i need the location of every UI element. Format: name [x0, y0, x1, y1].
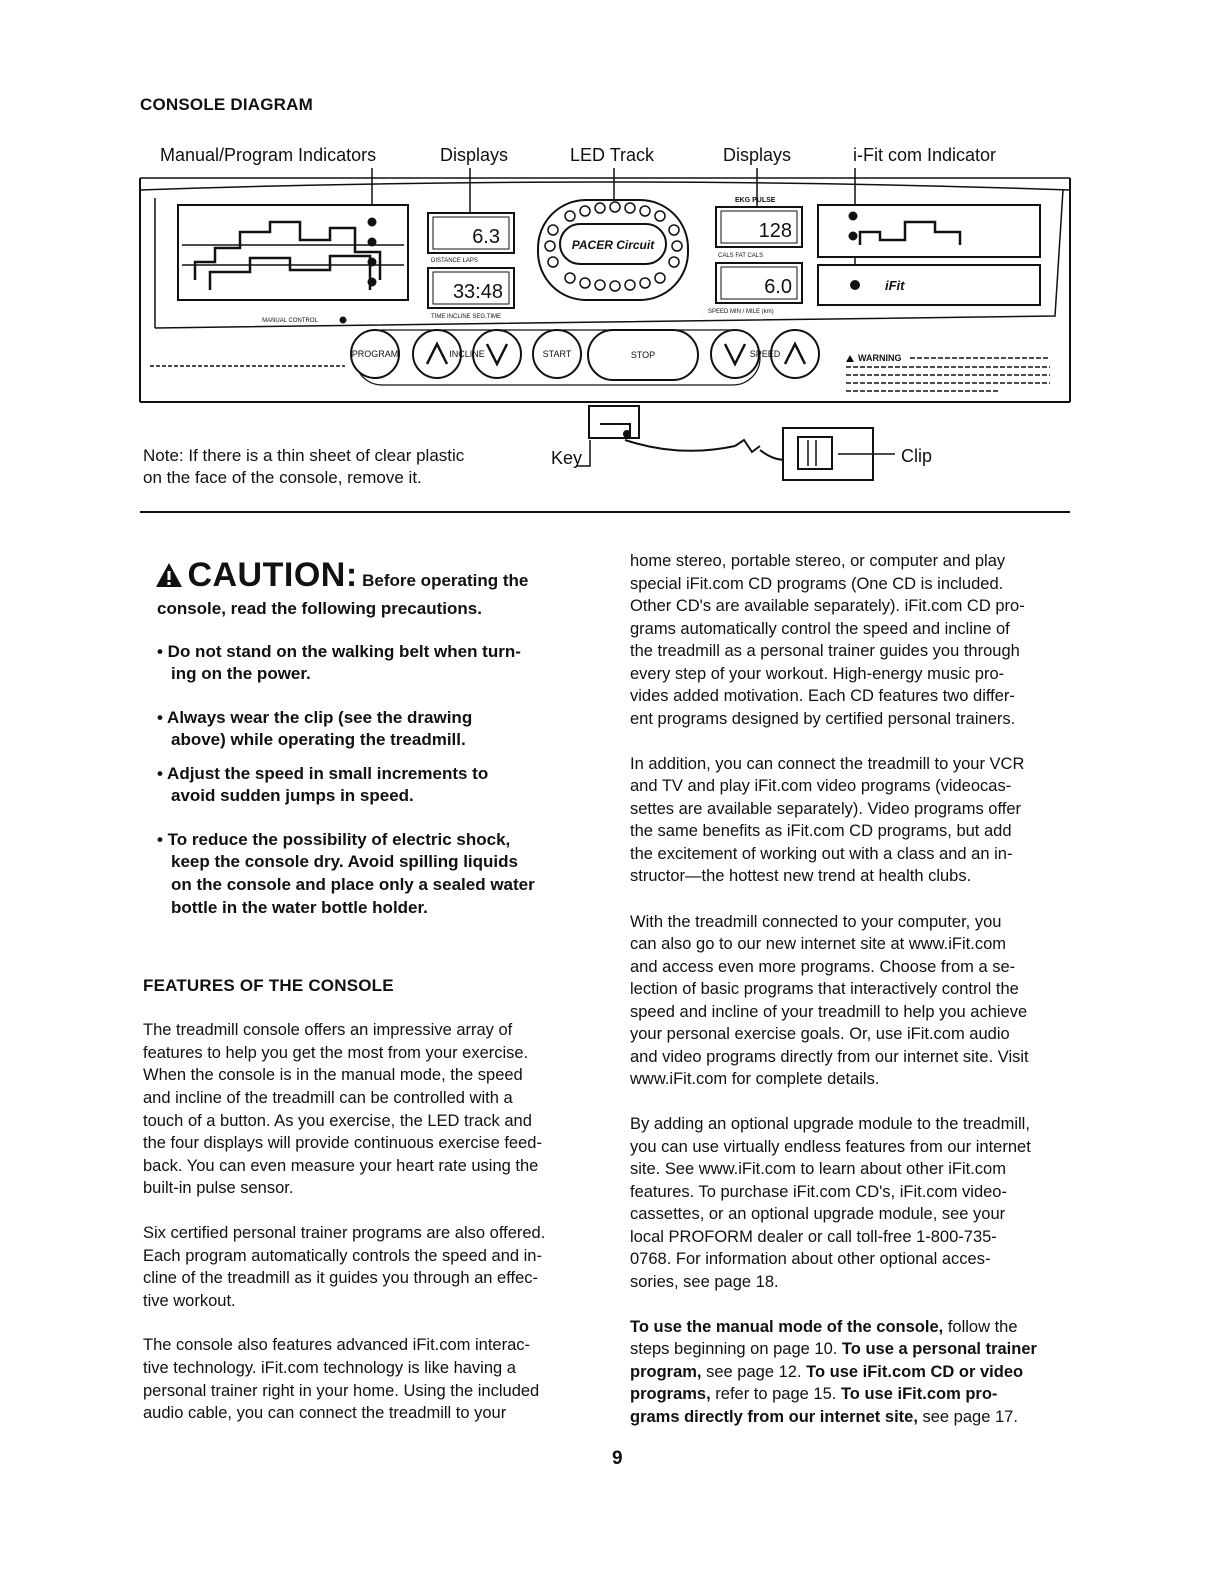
display-distance	[428, 213, 514, 253]
caution-bullet-2-line-1: • Always wear the clip (see the drawing	[157, 708, 473, 727]
right-p1-line: Other CD's are available separately). iFit.com CD pro-	[630, 597, 1025, 615]
display-speed-value: 6.0	[764, 276, 792, 298]
right-p5-text: refer to page 15.	[710, 1385, 841, 1403]
caution-sub-2: console, read the following precautions.	[157, 599, 482, 618]
clip-label: Clip	[901, 446, 933, 466]
speed-label: SPEED	[749, 349, 781, 359]
features-p1-line: back. You can even measure your heart rate using the	[143, 1157, 539, 1175]
features-p1-line: touch of a button. As you exercise, the LED track and	[143, 1112, 532, 1130]
callout-displays-right: Displays	[723, 145, 792, 165]
page-number: 9	[612, 1448, 623, 1469]
right-p3-line: www.iFit.com for complete details.	[630, 1070, 880, 1088]
right-p3-line: and video programs directly from our internet site. Visit	[630, 1048, 1029, 1066]
section-title-features: FEATURES OF THE CONSOLE	[143, 976, 394, 995]
right-p5-bold: programs,	[630, 1385, 711, 1403]
display-speed-labels: SPEED MIN / MILE (km)	[708, 309, 774, 315]
right-p5-bold: To use the manual mode of the console,	[630, 1318, 944, 1336]
display-calories-value: 128	[758, 220, 792, 242]
right-p3-line: and access even more programs. Choose from a se-	[630, 958, 1016, 976]
divider-rule	[140, 511, 1070, 513]
features-p3-line: personal trainer right in your home. Using the included	[143, 1382, 540, 1400]
note-line-2: on the face of the console, remove it.	[143, 468, 422, 487]
personal-trainer-panel	[818, 205, 1040, 305]
right-p5-bold: grams directly from our internet site,	[630, 1408, 918, 1426]
features-p1-line: features to help you get the most from your exercise.	[143, 1044, 529, 1062]
right-p3-line: your personal exercise goals. Or, use iFit.com audio	[630, 1025, 1010, 1043]
warning-label: WARNING	[858, 353, 902, 363]
right-p5-bold: To use a personal trainer	[841, 1340, 1037, 1358]
right-p5-bold: To use iFit.com CD or video	[806, 1363, 1024, 1381]
right-p5-line-4	[630, 1383, 997, 1406]
right-p2-line: and TV and play iFit.com video programs (videocas-	[630, 777, 1012, 795]
right-p1-line: ent programs designed by certified personal trainers.	[630, 710, 1016, 728]
features-p1-line: built-in pulse sensor.	[143, 1179, 294, 1197]
features-p2-line: tive workout.	[143, 1292, 236, 1310]
features-p3-line: tive technology. iFit.com technology is like having a	[143, 1359, 516, 1377]
caution-bullet-2-line-2: above) while operating the treadmill.	[171, 730, 466, 749]
right-p2-line: settes are available separately). Video programs offer	[630, 800, 1022, 818]
right-p3-line: can also go to our new internet site at www.iFit.com	[630, 935, 1007, 953]
display-distance-labels: DISTANCE LAPS	[431, 258, 478, 264]
key-and-clip	[576, 406, 895, 480]
right-p5-text: see page 17.	[917, 1408, 1018, 1426]
right-p1-line: vides added motivation. Each CD features two differ-	[630, 687, 1015, 705]
callout-led-track: LED Track	[570, 145, 655, 165]
right-p5-line-2	[630, 1338, 1037, 1361]
right-p1-line: home stereo, portable stereo, or computer and play	[630, 552, 1006, 570]
manual-control-label: MANUAL CONTROL	[262, 318, 318, 324]
right-p4-line: features. To purchase iFit.com CD's, iFit.com video-	[630, 1183, 1007, 1201]
features-p1-line: the four displays will provide continuous exercise feed-	[143, 1134, 542, 1152]
display-distance-value: 6.3	[472, 226, 500, 248]
caution-bullet-4-line-4: bottle in the water bottle holder.	[171, 898, 428, 917]
led-track	[538, 200, 688, 300]
key-label: Key	[551, 448, 583, 468]
right-p3-line: speed and incline of your treadmill to help you achieve	[630, 1003, 1028, 1021]
right-p3-line: With the treadmill connected to your computer, you	[630, 913, 1002, 931]
display-speed	[716, 263, 802, 303]
console-diagram	[0, 0, 1210, 500]
display-time-value: 33:48	[452, 281, 503, 303]
start-button[interactable]: START	[542, 349, 572, 359]
features-p2-line: cline of the treadmill as it guides you through an effec-	[143, 1269, 539, 1287]
callout-displays-left: Displays	[440, 145, 509, 165]
features-p3-line: The console also features advanced iFit.com interac-	[143, 1336, 531, 1354]
warning-icon	[846, 355, 854, 362]
right-p5-line-1	[630, 1316, 1018, 1339]
section-title-console-diagram: CONSOLE DIAGRAM	[140, 95, 313, 114]
right-p4-line: 0768. For information about other optional acces-	[630, 1250, 991, 1268]
features-p1-line: The treadmill console offers an impressive array of	[143, 1021, 513, 1039]
right-p5-line-3	[630, 1361, 1023, 1384]
caution-heading	[155, 556, 528, 595]
caution-bullet-1-line-2: ing on the power.	[171, 664, 311, 683]
caution-bullet-3-line-2: avoid sudden jumps in speed.	[171, 786, 414, 805]
caution-bullet-4-line-1: • To reduce the possibility of electric shock,	[157, 830, 511, 849]
display-pulse-label: EKG PULSE	[735, 197, 776, 204]
right-p4-line: local PROFORM dealer or call toll-free 1-800-735-	[630, 1228, 997, 1246]
right-p4-line: cassettes, or an optional upgrade module, see your	[630, 1205, 1006, 1223]
right-p5-line-5	[630, 1406, 1018, 1429]
stop-button[interactable]: STOP	[630, 350, 656, 360]
features-p3-line: audio cable, you can connect the treadmill to your	[143, 1404, 507, 1422]
features-p1-line: and incline of the treadmill can be controlled with a	[143, 1089, 513, 1107]
right-p4-line: site. See www.iFit.com to learn about other iFit.com	[630, 1160, 1006, 1178]
features-p1-line: When the console is in the manual mode, the speed	[143, 1066, 523, 1084]
ifit-indicator-light	[850, 280, 860, 290]
right-p1-line: the treadmill as a personal trainer guides you through	[630, 642, 1020, 660]
right-p1-line: every step of your workout. High-energy music pro-	[630, 665, 1005, 683]
right-p5-bold: To use iFit.com pro-	[840, 1385, 998, 1403]
caution-bullet-4-line-3: on the console and place only a sealed water	[171, 875, 535, 894]
caution-bullet-1-line-1: • Do not stand on the walking belt when turn-	[157, 642, 521, 661]
right-p1-line: special iFit.com CD programs (One CD is included.	[630, 575, 1004, 593]
right-p4-line: By adding an optional upgrade module to the treadmill,	[630, 1115, 1030, 1133]
key-slot	[589, 406, 639, 438]
display-time-labels: TIME INCLINE SEG.TIME	[431, 314, 502, 320]
right-p4-line: you can use virtually endless features from our internet	[630, 1138, 1031, 1156]
caution-bullet-4-line-2: keep the console dry. Avoid spilling liquids	[171, 852, 518, 871]
right-p2-line: the excitement of working out with a class and an in-	[630, 845, 1013, 863]
right-p5-bold: program,	[630, 1363, 702, 1381]
right-p5-text: steps beginning on page 10.	[630, 1340, 842, 1358]
display-calories-labels: CALS FAT CALS	[718, 253, 764, 259]
ifit-logo-mark: iFit	[885, 278, 905, 293]
caution-bullet-3-line-1: • Adjust the speed in small increments to	[157, 764, 489, 783]
features-p2-line: Six certified personal trainer programs are also offered.	[143, 1224, 546, 1242]
right-p2-line: structor—the hottest new trend at health clubs.	[630, 867, 972, 885]
display-time	[428, 268, 514, 308]
right-p4-line: sories, see page 18.	[630, 1273, 779, 1291]
display-calories	[716, 207, 802, 247]
manual-program-indicators-panel	[178, 205, 408, 300]
caution-word: CAUTION:	[187, 556, 358, 594]
right-p2-line: the same benefits as iFit.com CD programs, but add	[630, 822, 1012, 840]
note-line-1: Note: If there is a thin sheet of clear plastic	[143, 446, 465, 465]
program-button[interactable]: PROGRAM	[351, 349, 399, 359]
right-p5-text: see page 12.	[701, 1363, 807, 1381]
led-track-brand: PACER Circuit	[571, 238, 655, 252]
right-p1-line: grams automatically control the speed and incline of	[630, 620, 1010, 638]
right-p5-text: follow the	[943, 1318, 1018, 1336]
callout-ifit-indicator: i-Fit com Indicator	[853, 145, 997, 165]
right-p3-line: lection of basic programs that interactively control the	[630, 980, 1019, 998]
key-icon	[623, 430, 631, 438]
callout-manual-program-indicators: Manual/Program Indicators	[160, 145, 377, 165]
incline-label: INCLINE	[449, 349, 485, 359]
manual-control-indicator	[340, 317, 347, 324]
caution-icon	[155, 561, 183, 589]
right-p2-line: In addition, you can connect the treadmill to your VCR	[630, 755, 1025, 773]
features-p2-line: Each program automatically controls the speed and in-	[143, 1247, 542, 1265]
caution-sub-1: Before operating the	[362, 571, 529, 590]
